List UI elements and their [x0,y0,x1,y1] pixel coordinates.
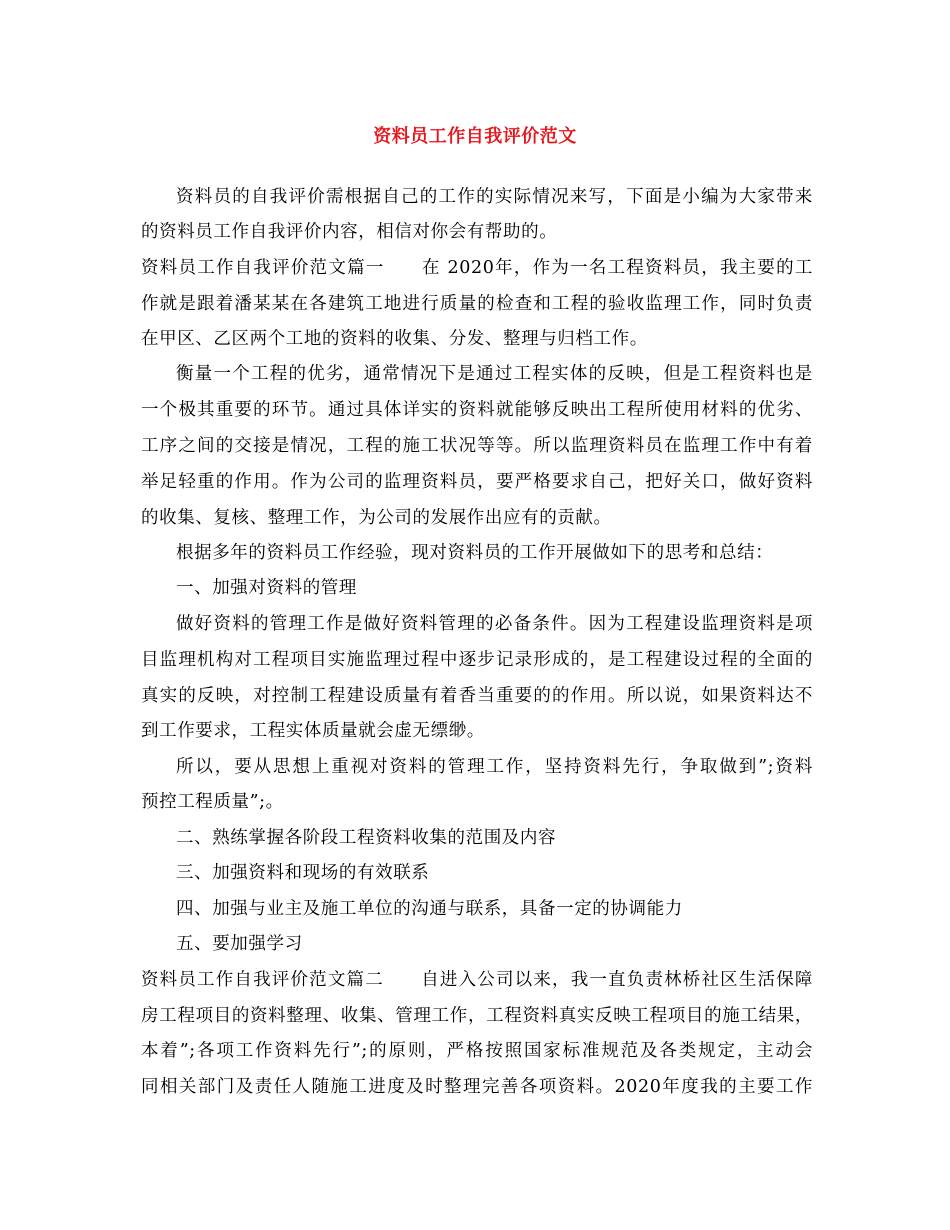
paragraph-line: 的收集、复核、整理工作，为公司的发展作出应有的贡献。 [141,508,612,528]
paragraph-line: 资料员工作自我评价范文篇二 自进入公司以来，我一直负责林桥社区生活保障 [141,970,813,990]
paragraph-line: 到工作要求，工程实体质量就会虚无缥缈。 [141,721,485,741]
paragraph-line: 举足轻重的作用。作为公司的监理资料员，要严格要求自己，把好关口，做好资料 [141,472,813,492]
section-heading: 一、加强对资料的管理 [176,578,357,598]
paragraph-line: 衡量一个工程的优劣，通常情况下是通过工程实体的反映，但是工程资料也是 [176,364,813,384]
paragraph-line: 在甲区、乙区两个工地的资料的收集、分发、整理与归档工作。 [141,329,648,349]
paragraph-line: 做好资料的管理工作是做好资料管理的必备条件。因为工程建设监理资料是项 [176,614,813,634]
paragraph-line: 资料员工作自我评价范文篇一 在 2020年，作为一名工程资料员，我主要的工 [141,258,813,278]
section-heading: 三、加强资料和现场的有效联系 [176,863,430,883]
paragraph-line: 的资料员工作自我评价内容，相信对你会有帮助的。 [141,222,558,242]
section-heading: 四、加强与业主及施工单位的沟通与联系，具备一定的协调能力 [176,899,683,919]
section-heading: 五、要加强学习 [176,934,303,954]
paragraph-line: 真实的反映，对控制工程建设质量有着香当重要的的作用。所以说，如果资料达不 [141,686,813,706]
paragraph-line: 目监理机构对工程项目实施监理过程中逐步记录形成的，是工程建设过程的全面的 [141,650,813,670]
paragraph-line: 本着”;各项工作资料先行”;的原则，严格按照国家标准规范及各类规定，主动会 [141,1041,813,1061]
paragraph-line: 工序之间的交接是情况，工程的施工状况等等。所以监理资料员在监理工作中有着 [141,436,813,456]
paragraph-line: 房工程项目的资料整理、收集、管理工作，工程资料真实反映工程项目的施工结果， [141,1006,813,1026]
paragraph-line: 所以，要从思想上重视对资料的管理工作，坚持资料先行，争取做到”;资料 [176,757,813,777]
paragraph-line: 预控工程质量”;。 [141,792,284,812]
document-title: 资料员工作自我评价范文 [373,126,577,147]
paragraph-line: 资料员的自我评价需根据自己的工作的实际情况来写，下面是小编为大家带来 [176,187,813,207]
paragraph-line: 一个极其重要的环节。通过具体详实的资料就能够反映出工程所使用材料的优劣、 [141,400,813,420]
paragraph-line: 根据多年的资料员工作经验，现对资料员的工作开展做如下的思考和总结： [176,543,774,563]
paragraph-line: 同相关部门及责任人随施工进度及时整理完善各项资料。2020年度我的主要工作 [141,1077,813,1097]
section-heading: 二、熟练掌握各阶段工程资料收集的范围及内容 [176,828,557,848]
paragraph-line: 作就是跟着潘某某在各建筑工地进行质量的检查和工程的验收监理工作，同时负责 [141,294,813,314]
